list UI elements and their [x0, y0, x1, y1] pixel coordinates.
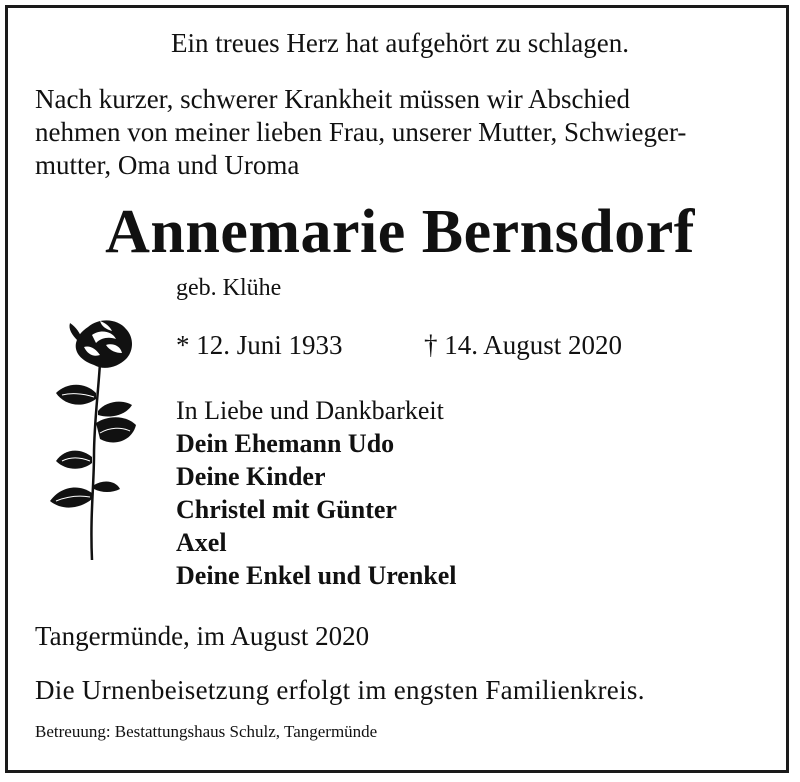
paragraph-line-2: nehmen von meiner lieben Frau, unserer Mutter, Schwieger-: [35, 117, 687, 147]
birth-date: * 12. Juni 1933: [176, 330, 343, 360]
mourner-axel: Axel: [176, 528, 227, 557]
death-date: † 14. August 2020: [424, 330, 623, 360]
mourner-children: Deine Kinder: [176, 462, 326, 491]
mourner-christel: Christel mit Günter: [176, 495, 397, 524]
thanks-line: In Liebe und Dankbarkeit: [176, 396, 444, 425]
birth-name: geb. Klühe: [176, 275, 282, 301]
mourner-husband: Dein Ehemann Udo: [176, 429, 395, 458]
place-date: Tangermünde, im August 2020: [35, 621, 370, 651]
rose-icon: [48, 315, 148, 565]
care-note: Betreuung: Bestattungshaus Schulz, Tangermünde: [35, 722, 378, 741]
urn-note: Die Urnenbeisetzung erfolgt im engsten Familienkreis.: [35, 675, 645, 705]
paragraph-line-3: mutter, Oma und Uroma: [35, 150, 300, 180]
mourner-grandchildren: Deine Enkel und Urenkel: [176, 561, 457, 590]
paragraph-line-1: Nach kurzer, schwerer Krankheit müssen wir Abschied: [35, 84, 630, 114]
deceased-name: Annemarie Bernsdorf: [105, 198, 695, 266]
intro-line: Ein treues Herz hat aufgehört zu schlagen.: [170, 28, 630, 58]
